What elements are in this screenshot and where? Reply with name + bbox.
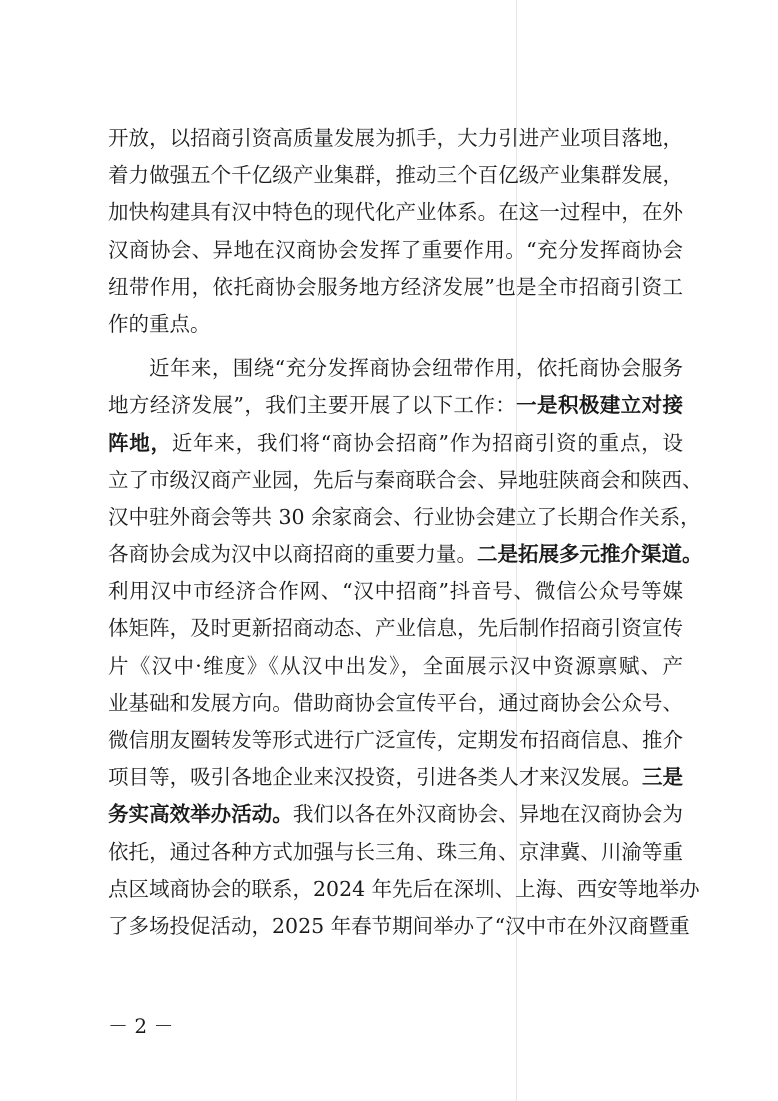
text-line: [108, 425, 683, 462]
text-span: 各商协会成为汉中以商招商的重要力量。: [108, 542, 477, 567]
text-line: 近年来，围绕“充分发挥商协会纽带作用，依托商协会服务: [149, 356, 683, 381]
text-line: 加快构建具有汉中特色的现代化产业体系。在这一过程中，在外: [108, 200, 683, 225]
text-line: 立了市级汉商产业园，先后与秦商联合会、异地驻陕商会和陕西、: [108, 467, 703, 492]
text-line: 业基础和发展方向。借助商协会宣传平台，通过商协会公众号、: [108, 690, 683, 715]
text-line: 着力做强五个千亿级产业集群，推动三个百亿级产业集群发展，: [108, 163, 683, 188]
paragraph-1: [108, 120, 683, 343]
text-span: 近年来，我们将“商协会招商”作为招商引资的重点，设: [171, 430, 683, 455]
text-line: 利用汉中市经济合作网、“汉中招商”抖音号、微信公众号等媒: [108, 579, 683, 604]
text-line: [108, 759, 683, 796]
paragraph-2: [108, 350, 703, 945]
bold-highlight: 一是积极建立对接: [516, 393, 683, 418]
text-span: 地方经济发展”，我们主要开展了以下工作：: [108, 393, 517, 418]
text-line: 汉中驻外商会等共 30 余家商会、行业协会建立了长期合作关系，: [108, 504, 701, 529]
page-number: － 2 －: [108, 1014, 174, 1038]
text-line: 作的重点。: [108, 311, 211, 336]
text-span: 项目等，吸引各地企业来汉投资，引进各类人才来汉发展。: [108, 765, 642, 790]
bold-highlight: 阵地，: [108, 430, 172, 455]
text-line: 体矩阵，及时更新招商动态、产业信息，先后制作招商引资宣传: [108, 616, 683, 641]
text-line: 点区域商协会的联系，2024 年先后在深圳、上海、西安等地举办: [108, 876, 700, 901]
bold-highlight: 务实高效举办活动。: [108, 802, 293, 827]
text-span: 我们以各在外汉商协会、异地在汉商协会为: [292, 802, 684, 827]
document-body: [108, 120, 703, 945]
bold-highlight: 三是: [641, 765, 684, 790]
text-line: 纽带作用，依托商协会服务地方经济发展”也是全市招商引资工: [108, 274, 683, 299]
text-line: 片《汉中·维度》《从汉中出发》，全面展示汉中资源禀赋、产: [108, 653, 683, 678]
text-line: 了多场投促活动，2025 年春节期间举办了“汉中市在外汉商暨重: [108, 913, 690, 938]
text-line: 汉商协会、异地在汉商协会发挥了重要作用。“充分发挥商协会: [108, 237, 683, 262]
text-line: [108, 387, 683, 424]
text-line: [108, 536, 703, 573]
text-line: 开放，以招商引资高质量发展为抓手，大力引进产业项目落地，: [108, 126, 683, 150]
text-line: [108, 796, 683, 833]
text-line: 依托，通过各种方式加强与长三角、珠三角、京津冀、川渝等重: [108, 839, 683, 864]
text-line: 微信朋友圈转发等形式进行广泛宣传，定期发布招商信息、推介: [108, 728, 683, 752]
bold-highlight: 二是拓展多元推介渠道。: [477, 542, 703, 567]
